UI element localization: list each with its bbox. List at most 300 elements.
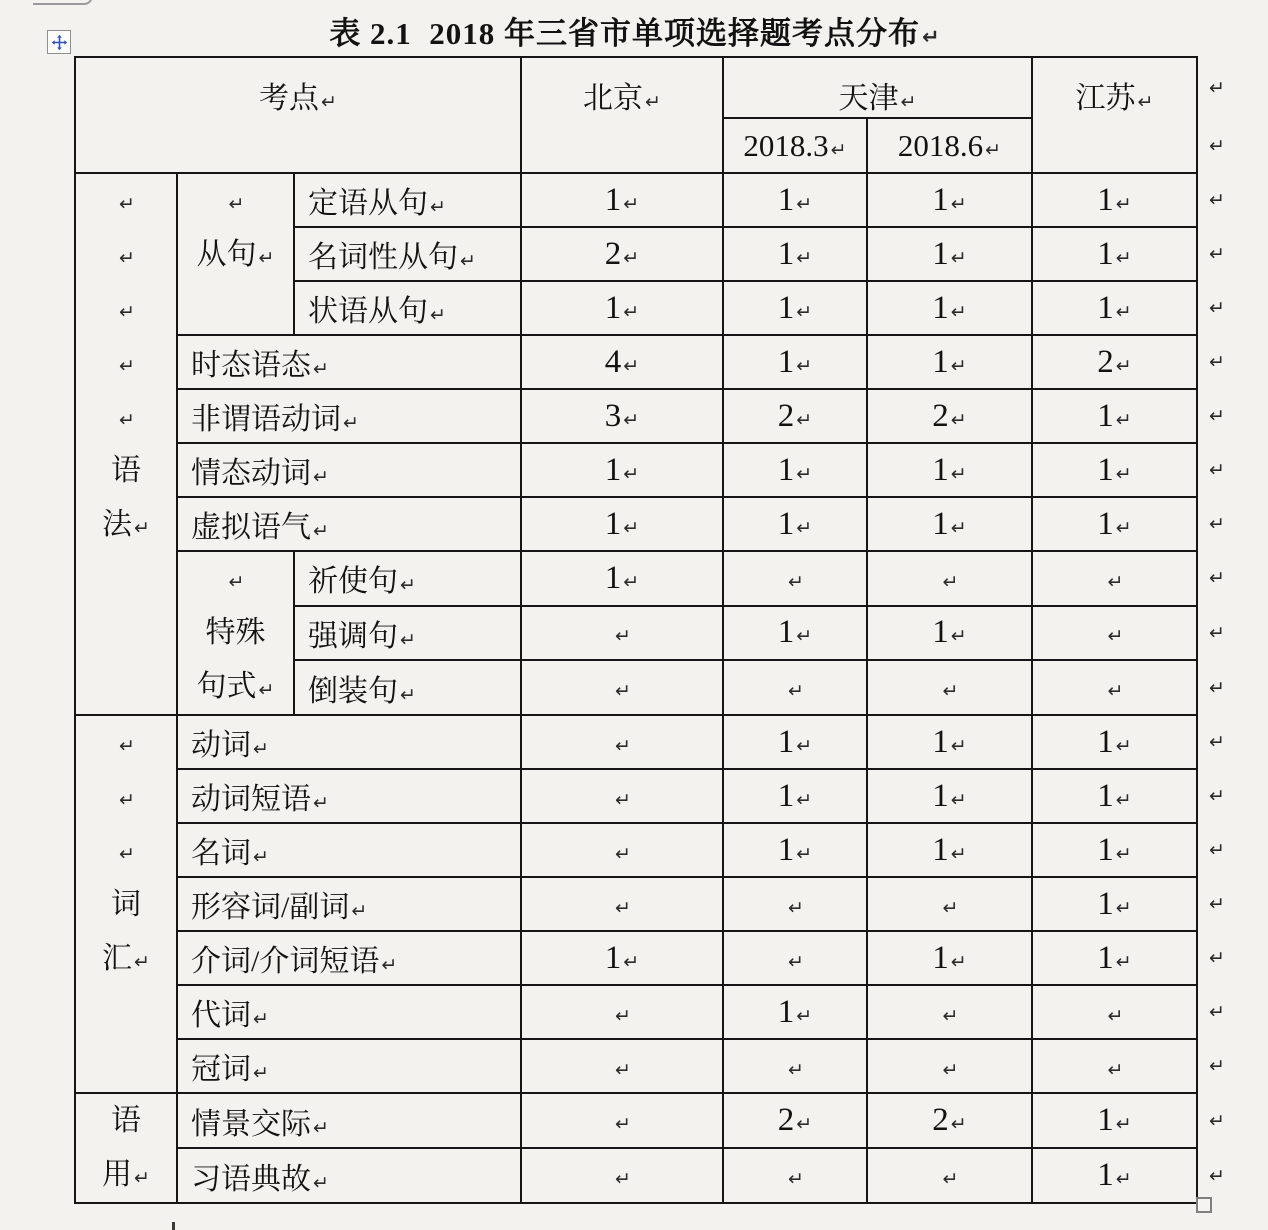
label-cell[interactable] — [177, 769, 521, 823]
paragraph-mark: ↵ — [400, 683, 416, 706]
label-cell[interactable] — [294, 173, 521, 227]
paragraph-mark: ↵ — [950, 408, 967, 431]
group-label-char: 用 — [102, 1158, 133, 1191]
group-cell-pragmatics[interactable] — [75, 1093, 177, 1203]
paragraph-mark: ↵ — [950, 354, 967, 377]
label-cell[interactable] — [294, 606, 521, 661]
value-cell[interactable] — [867, 389, 1032, 443]
cell-value: 1 — [777, 993, 795, 1030]
paragraph-mark: ↵ — [623, 462, 640, 485]
table-row — [75, 173, 1267, 227]
paragraph-mark: ↵ — [313, 358, 329, 380]
paragraph-mark: ↵ — [830, 138, 847, 161]
row-label: 动词 — [191, 729, 251, 762]
label-cell[interactable] — [294, 660, 521, 715]
value-cell[interactable] — [723, 823, 867, 877]
paragraph-mark: ↵ — [1107, 1004, 1124, 1027]
paragraph-mark: ↵ — [950, 516, 967, 539]
value-cell[interactable] — [723, 931, 867, 985]
table-row — [75, 443, 1267, 497]
value-cell[interactable] — [867, 823, 1032, 877]
cell-value: 1 — [777, 343, 795, 380]
value-cell[interactable] — [867, 497, 1032, 551]
paragraph-mark: ↵ — [313, 520, 329, 542]
value-cell[interactable] — [1032, 443, 1197, 497]
paragraph-mark: ↵ — [788, 570, 804, 593]
paragraph-mark: ↵ — [253, 1008, 269, 1030]
paragraph-mark: ↵ — [950, 950, 967, 973]
table-row — [75, 1093, 1267, 1148]
value-cell[interactable] — [521, 660, 723, 715]
paragraph-mark: ↵ — [313, 1116, 329, 1139]
end-of-row-gutter — [1197, 443, 1267, 497]
value-cell[interactable] — [723, 389, 867, 443]
value-cell[interactable] — [1032, 551, 1197, 606]
value-cell[interactable] — [1032, 985, 1197, 1039]
value-cell[interactable] — [1032, 606, 1197, 661]
row-label: 定语从句 — [308, 187, 428, 220]
cell-value: 1 — [1097, 831, 1114, 868]
paragraph-mark: ↵ — [788, 680, 804, 703]
end-of-row-gutter — [1197, 660, 1267, 715]
label-cell[interactable] — [294, 227, 521, 281]
paragraph-mark: ↵ — [430, 196, 446, 218]
cell-value: 1 — [1097, 939, 1114, 976]
value-cell[interactable] — [867, 1148, 1032, 1203]
table-resize-handle[interactable] — [1196, 1197, 1212, 1213]
paragraph-mark: ↵ — [134, 1167, 150, 1189]
value-cell[interactable] — [521, 715, 723, 769]
value-cell[interactable] — [867, 173, 1032, 227]
table-row — [75, 551, 1267, 606]
paragraph-mark: ↵ — [1209, 459, 1225, 481]
header-text: 2018.6 — [897, 127, 984, 163]
value-cell[interactable] — [521, 389, 723, 443]
paragraph-mark: ↵ — [1209, 676, 1225, 699]
label-cell[interactable] — [177, 497, 521, 551]
end-of-row-gutter — [1197, 1093, 1267, 1148]
label-cell[interactable] — [294, 281, 521, 335]
value-cell[interactable] — [521, 335, 723, 389]
paragraph-mark: ↵ — [1115, 1168, 1132, 1190]
paragraph-mark: ↵ — [119, 735, 135, 757]
paragraph-mark: ↵ — [381, 954, 398, 976]
paragraph-mark: ↵ — [258, 679, 275, 701]
value-cell[interactable] — [521, 1039, 723, 1093]
end-of-row-gutter — [1197, 335, 1267, 389]
value-cell[interactable] — [723, 715, 867, 769]
value-cell[interactable] — [867, 660, 1032, 715]
end-of-row-gutter — [1197, 497, 1267, 551]
group-cell-grammar[interactable] — [75, 173, 177, 715]
cell-value: 2 — [604, 235, 622, 272]
cursor-fragment — [172, 1222, 175, 1230]
subgroup-line — [178, 228, 293, 282]
end-of-row-gutter — [1197, 769, 1267, 823]
value-cell[interactable] — [521, 606, 723, 661]
cell-value: 1 — [1097, 235, 1114, 272]
value-cell[interactable] — [723, 443, 867, 497]
cell-value: 1 — [604, 181, 622, 218]
cell-value: 1 — [604, 939, 622, 976]
label-cell[interactable] — [177, 389, 521, 443]
cell-value: 1 — [932, 723, 949, 760]
value-cell[interactable] — [867, 606, 1032, 661]
label-cell[interactable] — [177, 823, 521, 877]
label-cell[interactable] — [177, 443, 521, 497]
paragraph-mark: ↵ — [430, 304, 446, 326]
value-cell[interactable] — [521, 985, 723, 1039]
paragraph-mark: ↵ — [1115, 462, 1132, 485]
cell-value: 1 — [1097, 1102, 1114, 1138]
cell-value: 1 — [1097, 777, 1114, 814]
cell-value: 1 — [777, 723, 795, 760]
paragraph-mark: ↵ — [134, 517, 150, 539]
subgroup-cell-clause[interactable] — [177, 173, 294, 335]
paragraph-mark: ↵ — [796, 462, 813, 485]
value-cell[interactable] — [1032, 715, 1197, 769]
cell-value: 1 — [932, 614, 949, 651]
paragraph-mark: ↵ — [119, 789, 135, 811]
cell-value: 1 — [777, 235, 795, 272]
paragraph-mark: ↵ — [119, 247, 135, 269]
table-row — [75, 877, 1267, 931]
paragraph-mark: ↵ — [985, 138, 1002, 161]
value-cell[interactable] — [723, 985, 867, 1039]
paragraph-mark: ↵ — [796, 734, 813, 757]
value-cell[interactable] — [867, 335, 1032, 389]
paragraph-mark: ↵ — [1209, 513, 1225, 535]
value-cell[interactable] — [521, 281, 723, 335]
value-cell[interactable] — [521, 173, 723, 227]
cell-value: 1 — [777, 831, 795, 868]
value-cell[interactable] — [867, 227, 1032, 281]
paragraph-mark: ↵ — [796, 1113, 813, 1135]
label-cell[interactable] — [177, 715, 521, 769]
paragraph-mark: ↵ — [1115, 842, 1132, 865]
value-cell[interactable] — [521, 227, 723, 281]
value-cell[interactable] — [1032, 281, 1197, 335]
value-cell[interactable] — [1032, 660, 1197, 715]
group-label-char: 汇 — [102, 942, 133, 975]
label-cell[interactable] — [177, 1148, 521, 1203]
subgroup-line — [178, 552, 293, 606]
value-cell[interactable] — [1032, 931, 1197, 985]
paragraph-mark: ↵ — [253, 846, 269, 868]
paragraph-mark: ↵ — [1115, 300, 1132, 323]
label-cell[interactable] — [177, 877, 521, 931]
paragraph-mark: ↵ — [1115, 246, 1132, 269]
value-cell[interactable] — [723, 877, 867, 931]
cell-value: 1 — [1097, 181, 1114, 218]
value-cell[interactable] — [1032, 497, 1197, 551]
value-cell[interactable] — [723, 1148, 867, 1203]
paragraph-mark: ↵ — [615, 788, 631, 811]
value-cell[interactable] — [1032, 1039, 1197, 1093]
label-cell[interactable] — [177, 1093, 521, 1148]
paragraph-mark: ↵ — [253, 1062, 269, 1084]
value-cell[interactable] — [521, 1093, 723, 1148]
value-cell[interactable] — [723, 497, 867, 551]
paragraph-mark: ↵ — [623, 192, 640, 215]
label-cell[interactable] — [177, 985, 521, 1039]
value-cell[interactable] — [521, 823, 723, 877]
value-cell[interactable] — [521, 769, 723, 823]
value-cell[interactable] — [521, 551, 723, 606]
paragraph-mark: ↵ — [623, 570, 640, 593]
group-line — [76, 1094, 176, 1148]
end-of-row-gutter — [1197, 985, 1267, 1039]
table-row — [75, 931, 1267, 985]
paragraph-mark: ↵ — [623, 354, 640, 377]
cell-value: 1 — [777, 614, 795, 651]
value-cell[interactable] — [723, 551, 867, 606]
paragraph-mark: ↵ — [351, 900, 368, 922]
paragraph-mark: ↵ — [134, 951, 150, 973]
value-cell[interactable] — [521, 877, 723, 931]
paragraph-mark: ↵ — [950, 842, 967, 865]
value-cell[interactable] — [867, 985, 1032, 1039]
value-cell[interactable] — [521, 443, 723, 497]
subgroup-label: 从句 — [196, 238, 257, 271]
value-cell[interactable] — [867, 877, 1032, 931]
value-cell[interactable] — [723, 335, 867, 389]
group-cell-vocabulary[interactable] — [75, 715, 177, 1093]
row-label: 形容词/副词 — [191, 891, 350, 924]
header-cell-jiangsu[interactable] — [1032, 57, 1197, 173]
value-cell[interactable] — [867, 281, 1032, 335]
paragraph-mark: ↵ — [400, 574, 416, 597]
paragraph-mark: ↵ — [645, 91, 661, 113]
paragraph-mark: ↵ — [1209, 1001, 1225, 1023]
paragraph-mark: ↵ — [796, 842, 813, 865]
paragraph-mark: ↵ — [796, 1004, 813, 1027]
paragraph-mark: ↵ — [1107, 1058, 1124, 1081]
cell-value: 2 — [932, 397, 949, 434]
toolbar-fragment — [33, 0, 93, 5]
cell-value: 1 — [604, 505, 622, 542]
value-cell[interactable] — [723, 606, 867, 661]
paragraph-mark: ↵ — [1209, 1164, 1225, 1187]
paragraph-mark: ↵ — [788, 1168, 804, 1190]
end-of-row-gutter — [1197, 173, 1267, 227]
label-cell[interactable] — [177, 335, 521, 389]
paragraph-mark: ↵ — [1115, 1113, 1132, 1135]
cell-value: 1 — [932, 451, 949, 488]
end-of-row-gutter — [1197, 57, 1267, 118]
paragraph-mark: ↵ — [258, 247, 275, 269]
value-cell[interactable] — [1032, 227, 1197, 281]
row-label: 情景交际 — [191, 1107, 311, 1141]
paragraph-mark: ↵ — [615, 734, 631, 757]
value-cell[interactable] — [1032, 335, 1197, 389]
value-cell[interactable] — [1032, 173, 1197, 227]
value-cell[interactable] — [723, 227, 867, 281]
value-cell[interactable] — [1032, 823, 1197, 877]
paragraph-mark: ↵ — [1107, 625, 1124, 648]
cell-value: 2 — [932, 1102, 949, 1138]
paragraph-mark: ↵ — [950, 462, 967, 485]
cell-value: 1 — [932, 831, 949, 868]
cell-value: 1 — [1097, 505, 1114, 542]
table-row — [75, 389, 1267, 443]
cell-value: 1 — [604, 559, 622, 596]
paragraph-mark: ↵ — [796, 516, 813, 539]
row-label: 情态动词 — [191, 457, 311, 490]
cell-value: 1 — [1097, 885, 1114, 922]
paragraph-mark: ↵ — [615, 680, 631, 703]
cell-value: 1 — [777, 777, 795, 814]
end-of-row-gutter — [1197, 606, 1267, 661]
paragraph-mark: ↵ — [942, 570, 959, 593]
cell-value: 1 — [1097, 289, 1114, 326]
paragraph-mark: ↵ — [1115, 734, 1132, 757]
cell-value: 2 — [777, 397, 795, 434]
row-label: 名词性从句 — [308, 241, 458, 274]
value-cell[interactable] — [723, 281, 867, 335]
value-cell[interactable] — [723, 173, 867, 227]
end-of-row-gutter — [1197, 1148, 1267, 1203]
value-cell[interactable] — [723, 769, 867, 823]
value-cell[interactable] — [1032, 1148, 1197, 1203]
row-label: 状语从句 — [308, 295, 428, 328]
header-cell-kaodian[interactable] — [75, 57, 521, 173]
paragraph-mark: ↵ — [922, 25, 941, 49]
cell-value: 2 — [1097, 343, 1114, 380]
value-cell[interactable] — [1032, 389, 1197, 443]
end-of-row-gutter — [1197, 227, 1267, 281]
header-text: 天津 — [838, 82, 899, 115]
header-text: 考点 — [259, 82, 320, 115]
table-row — [75, 985, 1267, 1039]
cell-value: 1 — [777, 451, 795, 488]
paragraph-mark: ↵ — [623, 408, 640, 431]
paragraph-mark: ↵ — [796, 300, 813, 323]
group-line — [76, 228, 176, 282]
paragraph-mark: ↵ — [1209, 1055, 1225, 1077]
header-cell-2018-6[interactable] — [867, 118, 1032, 173]
paragraph-mark: ↵ — [796, 788, 813, 811]
value-cell[interactable] — [723, 1039, 867, 1093]
paragraph-mark: ↵ — [950, 625, 967, 648]
value-cell[interactable] — [723, 660, 867, 715]
subgroup-cell-special[interactable] — [177, 551, 294, 715]
row-label: 代词 — [191, 999, 251, 1032]
table-row — [75, 335, 1267, 389]
table-row — [75, 57, 1267, 118]
group-line — [76, 770, 176, 824]
row-label: 非谓语动词 — [191, 403, 341, 436]
value-cell[interactable] — [521, 1148, 723, 1203]
paragraph-mark: ↵ — [1209, 76, 1225, 99]
end-of-row-gutter — [1197, 715, 1267, 769]
value-cell[interactable] — [1032, 877, 1197, 931]
paragraph-mark: ↵ — [1115, 896, 1132, 919]
row-label: 强调句 — [308, 619, 398, 653]
paragraph-mark: ↵ — [788, 896, 804, 919]
paragraph-mark: ↵ — [313, 1171, 329, 1194]
paragraph-mark: ↵ — [1209, 893, 1225, 915]
paragraph-mark: ↵ — [1115, 408, 1132, 431]
paragraph-mark: ↵ — [313, 466, 329, 488]
cell-value: 1 — [932, 505, 949, 542]
caption-text: 表 2.1 2018 年三省市单项选择题考点分布 — [329, 16, 921, 51]
value-cell[interactable] — [867, 769, 1032, 823]
paragraph-mark: ↵ — [119, 355, 135, 377]
row-label: 名词 — [191, 837, 251, 870]
table-row — [75, 769, 1267, 823]
paragraph-mark: ↵ — [1137, 91, 1154, 113]
value-cell[interactable] — [1032, 769, 1197, 823]
value-cell[interactable] — [867, 1093, 1032, 1148]
header-cell-beijing[interactable] — [521, 57, 723, 173]
header-cell-tianjin[interactable] — [723, 57, 1032, 118]
row-label: 介词/介词短语 — [191, 945, 380, 978]
end-of-row-gutter — [1197, 823, 1267, 877]
cell-value: 1 — [1097, 1157, 1114, 1193]
value-cell[interactable] — [1032, 1093, 1197, 1148]
subgroup-label: 特殊 — [205, 616, 266, 649]
paragraph-mark: ↵ — [1209, 785, 1225, 807]
paragraph-mark: ↵ — [119, 409, 135, 431]
label-cell[interactable] — [177, 931, 521, 985]
label-cell[interactable] — [177, 1039, 521, 1093]
exam-points-table — [74, 56, 1268, 1204]
paragraph-mark: ↵ — [1107, 570, 1124, 593]
group-label-char: 语 — [111, 1104, 141, 1137]
paragraph-mark: ↵ — [623, 246, 640, 269]
paragraph-mark: ↵ — [1107, 680, 1124, 703]
paragraph-mark: ↵ — [796, 354, 813, 377]
paragraph-mark: ↵ — [228, 193, 245, 215]
paragraph-mark: ↵ — [950, 246, 967, 269]
cell-value: 1 — [932, 289, 949, 326]
paragraph-mark: ↵ — [796, 625, 813, 648]
cell-value: 1 — [777, 289, 795, 326]
paragraph-mark: ↵ — [796, 192, 813, 215]
header-text: 北京 — [583, 82, 644, 115]
row-label: 时态语态 — [191, 349, 311, 382]
label-cell[interactable] — [294, 551, 521, 606]
value-cell[interactable] — [867, 931, 1032, 985]
paragraph-mark: ↵ — [1115, 788, 1132, 811]
value-cell[interactable] — [723, 1093, 867, 1148]
paragraph-mark: ↵ — [615, 625, 631, 648]
value-cell[interactable] — [521, 497, 723, 551]
header-cell-2018-3[interactable] — [723, 118, 867, 173]
value-cell[interactable] — [867, 1039, 1032, 1093]
paragraph-mark: ↵ — [253, 738, 269, 760]
table-move-handle[interactable] — [47, 30, 71, 54]
paragraph-mark: ↵ — [1209, 243, 1225, 265]
paragraph-mark: ↵ — [1115, 354, 1132, 377]
value-cell[interactable] — [867, 551, 1032, 606]
paragraph-mark: ↵ — [950, 192, 967, 215]
group-line — [76, 498, 176, 552]
paragraph-mark: ↵ — [942, 680, 959, 703]
value-cell[interactable] — [867, 715, 1032, 769]
value-cell[interactable] — [867, 443, 1032, 497]
cell-value: 1 — [1097, 451, 1114, 488]
paragraph-mark: ↵ — [942, 1004, 959, 1027]
value-cell[interactable] — [521, 931, 723, 985]
cell-value: 1 — [932, 939, 949, 976]
paragraph-mark: ↵ — [796, 246, 813, 269]
group-label-char: 词 — [111, 888, 141, 921]
end-of-row-gutter — [1197, 877, 1267, 931]
table-caption[interactable] — [74, 8, 1196, 53]
subgroup-label: 句式 — [196, 670, 257, 703]
